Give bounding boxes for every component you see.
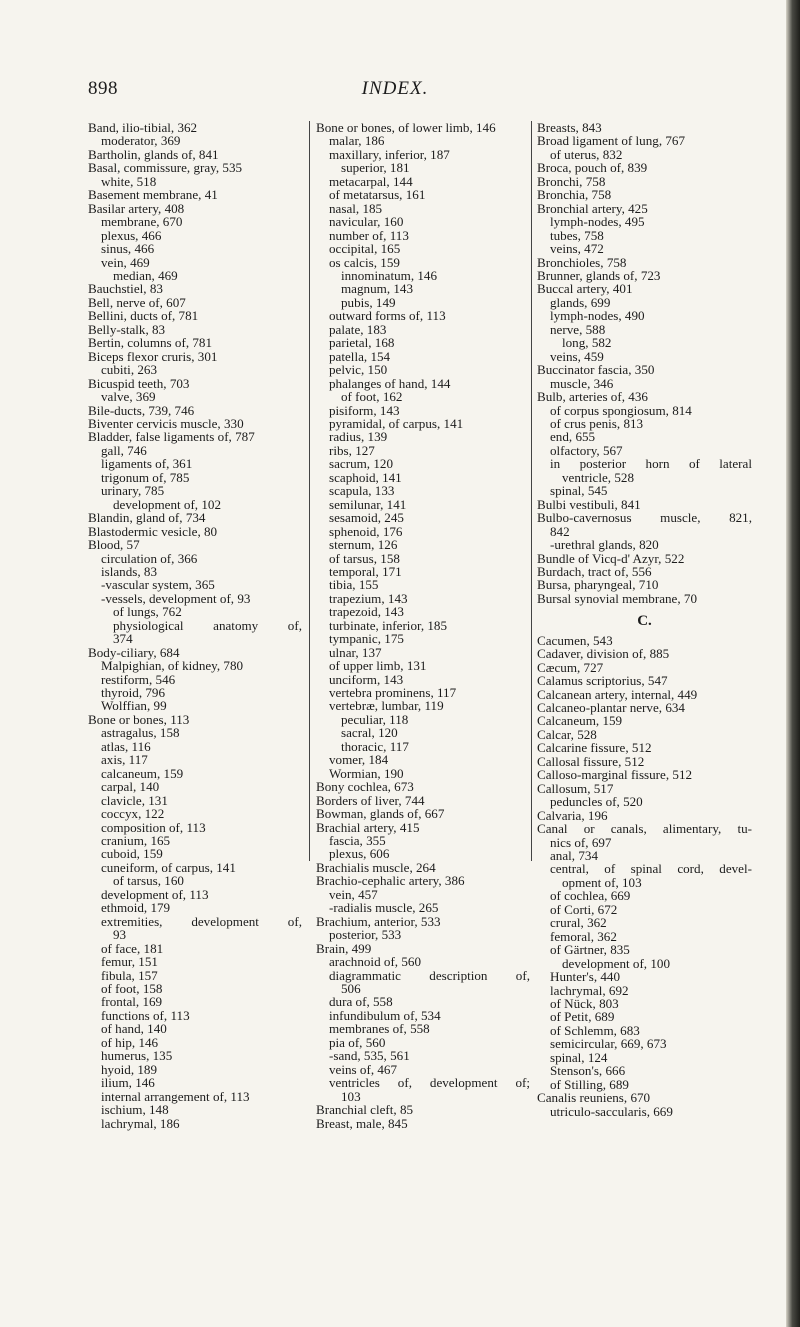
index-subentry: Malpighian, of kidney, 780: [101, 658, 244, 674]
index-subentry: lachrymal, 692: [550, 982, 629, 998]
index-subentry: vertebræ, lumbar, 119: [329, 698, 444, 714]
index-subentry: moderator, 369: [101, 133, 181, 149]
index-subentry: of Stilling, 689: [550, 1076, 629, 1092]
index-subentry: development of, 100: [562, 955, 670, 971]
index-subentry: crural, 362: [550, 915, 607, 931]
index-subentry: ulnar, 137: [329, 644, 382, 660]
index-subentry: circulation of, 366: [101, 550, 198, 566]
index-entry: Calcaneo-plantar nerve, 634: [537, 700, 685, 716]
index-entry: Broad ligament of lung, 767: [537, 133, 686, 149]
index-subentry: -sand, 535, 561: [329, 1048, 410, 1064]
index-subentry: tympanic, 175: [329, 631, 404, 647]
index-subentry: Wolffian, 99: [101, 698, 167, 714]
index-subentry: magnum, 143: [341, 281, 414, 297]
index-subentry: sphenoid, 176: [329, 523, 403, 539]
index-subentry: urinary, 785: [101, 483, 165, 499]
index-entry: Biceps flexor cruris, 301: [88, 348, 218, 364]
index-subentry: spinal, 545: [550, 483, 608, 499]
index-subentry: of tarsus, 158: [329, 550, 400, 566]
index-entry: Bladder, false ligaments of, 787: [88, 429, 255, 445]
index-subentry: malar, 186: [329, 133, 385, 149]
index-subentry: Wormian, 190: [329, 765, 404, 781]
index-subentry: -urethral glands, 820: [550, 537, 659, 553]
index-subentry: of Petit, 689: [550, 1009, 615, 1025]
index-subentry: plexus, 606: [329, 846, 390, 862]
index-subentry: navicular, 160: [329, 214, 404, 230]
index-subentry: vein, 457: [329, 886, 378, 902]
index-subentry: diagrammatic description of,: [329, 967, 530, 983]
index-subentry: arachnoid of, 560: [329, 954, 421, 970]
index-subentry: pia of, 560: [329, 1034, 386, 1050]
index-entry: Brachialis muscle, 264: [316, 859, 436, 875]
index-subentry: thoracic, 117: [341, 738, 409, 754]
index-subentry: cranium, 165: [101, 833, 171, 849]
index-subentry: long, 582: [562, 335, 612, 351]
index-entry: Calcanean artery, internal, 449: [537, 686, 698, 702]
index-subentry: 506: [341, 981, 361, 996]
index-subentry: femoral, 362: [550, 928, 617, 944]
index-subentry: of hand, 140: [101, 1021, 167, 1037]
index-entry: Brachium, anterior, 533: [316, 913, 441, 929]
index-subentry: ethmoid, 179: [101, 900, 171, 916]
index-entry: Brunner, glands of, 723: [537, 267, 661, 283]
index-entry: Broca, pouch of, 839: [537, 160, 648, 176]
index-entry: Bellini, ducts of, 781: [88, 308, 199, 324]
index-subentry: hyoid, 189: [101, 1061, 158, 1077]
index-subentry: -vascular system, 365: [101, 577, 215, 593]
index-subentry: cuboid, 159: [101, 846, 163, 862]
index-entry: Bronchial artery, 425: [537, 200, 648, 216]
index-subentry: patella, 154: [329, 348, 391, 364]
index-entry: Callosum, 517: [537, 780, 614, 796]
index-subentry: os calcis, 159: [329, 254, 400, 270]
index-subentry: Hunter's, 440: [550, 969, 621, 985]
index-entry: Breast, male, 845: [316, 1115, 408, 1131]
index-subentry: development of, 102: [113, 496, 221, 512]
index-entry: Calloso-marginal fissure, 512: [537, 767, 693, 783]
index-entry: Calcaneum, 159: [537, 713, 623, 729]
index-subentry: of Nück, 803: [550, 996, 619, 1011]
index-subentry: semicircular, 669, 673: [550, 1036, 667, 1052]
index-column-2: [316, 121, 530, 1130]
index-subentry: radius, 139: [329, 429, 388, 445]
index-entry: Canal or canals, alimentary, tu-: [537, 821, 752, 837]
index-subentry: frontal, 169: [101, 994, 163, 1010]
index-subentry: 93: [113, 927, 127, 943]
index-subentry: veins of, 467: [329, 1061, 398, 1077]
index-subentry: occipital, 165: [329, 241, 401, 257]
index-subentry: trapezium, 143: [329, 590, 408, 606]
index-subentry: turbinate, inferior, 185: [329, 617, 448, 633]
index-entry: Bauchstiel, 83: [88, 281, 163, 297]
index-subentry: spinal, 124: [550, 1049, 608, 1065]
index-entry: Basal, commissure, gray, 535: [88, 160, 243, 176]
index-entry: Calcar, 528: [537, 726, 597, 742]
index-subentry: palate, 183: [329, 321, 387, 337]
index-subentry: humerus, 135: [101, 1048, 173, 1064]
index-column-1: [88, 121, 302, 1130]
index-entry: Callosal fissure, 512: [537, 753, 645, 769]
index-entry: Buccinator fascia, 350: [537, 362, 655, 378]
index-entry: Belly-stalk, 83: [88, 321, 166, 337]
index-subentry: astragalus, 158: [101, 725, 180, 741]
index-subentry: ventricles of, development of;: [329, 1075, 530, 1091]
index-entry: Bronchioles, 758: [537, 254, 627, 270]
index-subentry: physiological anatomy of,: [113, 617, 302, 633]
index-subentry: utriculo-saccularis, 669: [550, 1103, 673, 1119]
index-subentry: of crus penis, 813: [550, 415, 644, 431]
index-subentry: vomer, 184: [329, 752, 389, 768]
index-subentry: trapezoid, 143: [329, 604, 404, 620]
index-subentry: of tarsus, 160: [113, 873, 184, 889]
index-subentry: peculiar, 118: [341, 711, 409, 727]
index-subentry: pisiform, 143: [329, 402, 400, 418]
index-subentry: semilunar, 141: [329, 496, 407, 512]
index-subentry: muscle, 346: [550, 375, 614, 391]
index-subentry: infundibulum of, 534: [329, 1007, 441, 1023]
index-subentry: lymph-nodes, 490: [550, 308, 645, 324]
index-entry: Band, ilio-tibial, 362: [88, 120, 198, 135]
index-subentry: pyramidal, of carpus, 141: [329, 415, 464, 431]
index-subentry: fibula, 157: [101, 967, 158, 983]
index-subentry: maxillary, inferior, 187: [329, 146, 450, 162]
index-subentry: tubes, 758: [550, 227, 604, 243]
index-subentry: thyroid, 796: [101, 685, 166, 701]
index-subentry: outward forms of, 113: [329, 308, 446, 324]
index-entry: Blandin, gland of, 734: [88, 510, 206, 526]
index-entry: Canalis reuniens, 670: [537, 1090, 651, 1106]
index-subentry: functions of, 113: [101, 1007, 190, 1023]
index-subentry: Stenson's, 666: [550, 1063, 626, 1079]
index-subentry: ribs, 127: [329, 442, 375, 458]
index-subentry: of hip, 146: [101, 1034, 159, 1050]
running-head: INDEX.: [361, 78, 429, 99]
index-subentry: pubis, 149: [341, 294, 396, 310]
index-subentry: femur, 151: [101, 954, 158, 970]
index-subentry: nerve, 588: [550, 321, 606, 337]
index-subentry: posterior, 533: [329, 927, 402, 943]
index-subentry: opment of, 103: [562, 874, 642, 890]
index-subentry: lymph-nodes, 495: [550, 214, 645, 230]
index-subentry: restiform, 546: [101, 671, 176, 687]
index-subentry: central, of spinal cord, devel-: [550, 861, 752, 877]
index-subentry: metacarpal, 144: [329, 173, 413, 189]
index-entry: Bursa, pharyngeal, 710: [537, 577, 659, 593]
column-divider: [531, 121, 532, 861]
index-entry: Body-ciliary, 684: [88, 644, 180, 660]
index-subentry: vein, 469: [101, 254, 150, 270]
index-subentry: white, 518: [101, 173, 157, 189]
index-subentry: innominatum, 146: [341, 267, 438, 283]
index-entry: Bartholin, glands of, 841: [88, 146, 219, 162]
index-subentry: olfactory, 567: [550, 442, 623, 458]
index-subentry: cubiti, 263: [101, 362, 158, 378]
index-subentry: sinus, 466: [101, 241, 155, 257]
index-subentry: superior, 181: [341, 160, 410, 176]
index-subentry: end, 655: [550, 429, 596, 445]
index-entry: Brain, 499: [316, 940, 372, 956]
index-entry: Burdach, tract of, 556: [537, 563, 652, 579]
index-subentry: ischium, 148: [101, 1102, 169, 1118]
index-subentry: unciform, 143: [329, 671, 404, 687]
index-entry: Bicuspid teeth, 703: [88, 375, 190, 391]
index-entry: Bertin, columns of, 781: [88, 335, 213, 351]
index-subentry: median, 469: [113, 267, 178, 283]
index-subentry: sternum, 126: [329, 537, 398, 553]
index-subentry: of face, 181: [101, 940, 164, 956]
index-subentry: lachrymal, 186: [101, 1115, 180, 1131]
index-subentry: vertebra prominens, 117: [329, 685, 457, 701]
index-subentry: plexus, 466: [101, 227, 162, 243]
page-header: [0, 78, 790, 102]
section-letter: C.: [637, 613, 652, 630]
index-subentry: calcaneum, 159: [101, 765, 184, 781]
page-edge-shadow: [786, 0, 800, 1327]
index-subentry: peduncles of, 520: [550, 794, 643, 810]
index-subentry: of metatarsus, 161: [329, 187, 426, 203]
page-number: 898: [88, 78, 118, 99]
index-entry: Bundle of Vicq-d' Azyr, 522: [537, 550, 685, 566]
index-subentry: internal arrangement of, 113: [101, 1088, 250, 1104]
index-subentry: of Schlemm, 683: [550, 1022, 640, 1038]
index-subentry: sesamoid, 245: [329, 510, 404, 526]
index-subentry: nasal, 185: [329, 200, 383, 216]
index-subentry: membrane, 670: [101, 214, 183, 230]
index-subentry: development of, 113: [101, 886, 209, 902]
index-entry: Bell, nerve of, 607: [88, 294, 186, 310]
index-entry: Buccal artery, 401: [537, 281, 633, 297]
index-subentry: ligaments of, 361: [101, 456, 193, 472]
index-subentry: composition of, 113: [101, 819, 206, 835]
index-entry: Biventer cervicis muscle, 330: [88, 415, 244, 431]
index-subentry: veins, 472: [550, 241, 604, 257]
index-entry: Bulbi vestibuli, 841: [537, 496, 641, 512]
index-entry: Bronchi, 758: [537, 173, 606, 189]
index-subentry: of corpus spongiosum, 814: [550, 402, 692, 418]
index-entry: Calvaria, 196: [537, 807, 608, 823]
index-subentry: tibia, 155: [329, 577, 379, 593]
index-entry: Cacumen, 543: [537, 632, 613, 648]
index-subentry: of Corti, 672: [550, 901, 618, 917]
index-entry: Calamus scriptorius, 547: [537, 673, 668, 689]
index-subentry: -vessels, development of, 93: [101, 590, 251, 606]
index-subentry: veins, 459: [550, 348, 604, 364]
index-entry: Cadaver, division of, 885: [537, 646, 670, 662]
index-subentry: scaphoid, 141: [329, 469, 402, 485]
index-subentry: glands, 699: [550, 294, 611, 310]
index-subentry: anal, 734: [550, 848, 598, 864]
column-divider: [309, 121, 310, 861]
index-subentry: phalanges of hand, 144: [329, 375, 451, 391]
index-subentry: of foot, 162: [341, 389, 403, 405]
index-entry: Brachio-cephalic artery, 386: [316, 873, 465, 889]
index-subentry: -radialis muscle, 265: [329, 900, 439, 916]
index-subentry: of upper limb, 131: [329, 658, 427, 674]
index-subentry: of foot, 158: [101, 981, 163, 996]
index-subentry: carpal, 140: [101, 779, 160, 795]
index-subentry: pelvic, 150: [329, 362, 388, 378]
index-entry: Blood, 57: [88, 537, 140, 553]
index-entry: Bronchia, 758: [537, 187, 612, 203]
index-subentry: of cochlea, 669: [550, 888, 631, 904]
index-subentry: sacrum, 120: [329, 456, 393, 472]
index-subentry: valve, 369: [101, 389, 156, 405]
index-entry: Cæcum, 727: [537, 659, 604, 675]
index-entry: Brachial artery, 415: [316, 819, 420, 835]
index-subentry: number of, 113: [329, 227, 409, 243]
index-entry: Bursal synovial membrane, 70: [537, 590, 698, 606]
index-subentry: clavicle, 131: [101, 792, 168, 808]
index-subentry: in posterior horn of lateral: [550, 456, 752, 472]
index-entry: Bile-ducts, 739, 746: [88, 402, 195, 418]
index-subentry: temporal, 171: [329, 563, 402, 579]
index-subentry: scapula, 133: [329, 483, 395, 499]
index-subentry: cuneiform, of carpus, 141: [101, 859, 236, 875]
index-entry: Basement membrane, 41: [88, 187, 218, 203]
index-column-3: [537, 121, 752, 1118]
index-subentry: 842: [550, 523, 570, 539]
index-subentry: membranes of, 558: [329, 1021, 430, 1037]
index-subentry: ventricle, 528: [562, 469, 634, 485]
index-subentry: parietal, 168: [329, 335, 395, 351]
index-subentry: extremities, development of,: [101, 913, 302, 929]
index-subentry: trigonum of, 785: [101, 469, 190, 485]
index-subentry: islands, 83: [101, 563, 158, 579]
index-subentry: of Gärtner, 835: [550, 942, 630, 958]
index-subentry: dura of, 558: [329, 994, 393, 1010]
index-subentry: axis, 117: [101, 752, 148, 768]
index-entry: Bone or bones, 113: [88, 711, 190, 727]
index-entry: Branchial cleft, 85: [316, 1102, 414, 1118]
index-entry: Bowman, glands of, 667: [316, 806, 445, 822]
index-subentry: of uterus, 832: [550, 146, 623, 162]
index-subentry: atlas, 116: [101, 738, 151, 754]
index-subentry: gall, 746: [101, 442, 147, 458]
index-entry: Calcarine fissure, 512: [537, 740, 652, 756]
index-subentry: fascia, 355: [329, 833, 386, 849]
index-entry: Blastodermic vesicle, 80: [88, 523, 218, 539]
index-subentry: of lungs, 762: [113, 604, 182, 620]
index-subentry: 103: [341, 1088, 361, 1104]
index-subentry: ilium, 146: [101, 1075, 155, 1091]
index-subentry: sacral, 120: [341, 725, 398, 741]
index-subentry: coccyx, 122: [101, 806, 165, 822]
index-entry: Borders of liver, 744: [316, 792, 425, 808]
index-entry: Bony cochlea, 673: [316, 779, 414, 795]
index-entry: Bulb, arteries of, 436: [537, 389, 648, 405]
index-entry: Bulbo-cavernosus muscle, 821,: [537, 510, 752, 526]
index-subentry: nics of, 697: [550, 834, 612, 850]
index-subentry: 374: [113, 631, 133, 647]
index-entry: Bone or bones, of lower limb, 146: [316, 120, 496, 135]
index-entry: Basilar artery, 408: [88, 200, 185, 216]
index-entry: Breasts, 843: [537, 120, 602, 135]
